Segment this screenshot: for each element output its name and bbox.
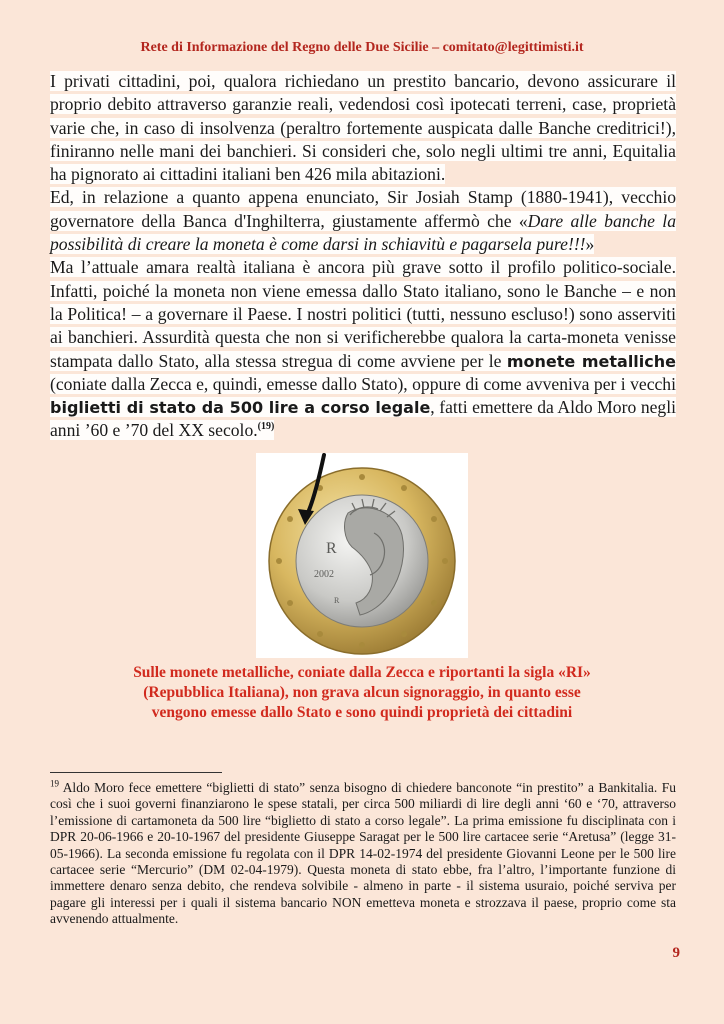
page-number: 9 bbox=[672, 945, 680, 961]
quote-intro: Ed, in relazione a quanto appena enunciato, Sir Josiah Stamp (1880-1941), vecchio governatore della Banca d'Inghilterra, giustamente affermò che « bbox=[50, 187, 676, 231]
paragraph-2-text bbox=[50, 187, 676, 254]
paragraph-1-text: I privati cittadini, poi, qualora richiedano un prestito bancario, devono assicurare il proprio debito attraverso garanzie reali, vedendosi così ipotecati terreni, case, proprietà varie che, in caso di insolvenza (peraltro fortemente auspicata dalle Banche creditrici!), finiranno nelle mani dei banchieri. Si consideri che, solo negli ultimi tre anni, Equitalia ha pignorato ai cittadini italiani ben 426 mila abitazioni. bbox=[50, 71, 676, 185]
coin-illustration bbox=[256, 453, 468, 658]
paragraph-3-text bbox=[50, 257, 676, 440]
paragraph-2 bbox=[50, 186, 676, 256]
emphasis-biglietti-di-stato: biglietti di stato da 500 lire a corso legale bbox=[50, 398, 431, 418]
coin-ri-mark: R bbox=[326, 540, 337, 557]
paragraph-3-part-c: , fatti emettere da Aldo Moro negli anni ’60 e ’70 del XX secolo. bbox=[50, 397, 676, 441]
caption-line-3: vengono emesse dallo Stato e sono quindi proprietà dei cittadini bbox=[151, 704, 573, 721]
coin-mint-mark: R bbox=[334, 596, 340, 605]
main-text bbox=[50, 70, 676, 443]
footnote-number: 19 bbox=[50, 778, 59, 789]
quote-close: » bbox=[585, 234, 595, 255]
image-caption bbox=[60, 663, 664, 723]
footnote-divider bbox=[50, 772, 222, 773]
paragraph-3-part-b: (coniate dalla Zecca e, quindi, emesse dallo Stato), oppure di come avveniva per i vecchi bbox=[50, 373, 676, 394]
caption-line-2: (Repubblica Italiana), non grava alcun signoraggio, in quanto esse bbox=[143, 684, 581, 701]
footnote bbox=[50, 780, 676, 928]
footnote-reference: (19) bbox=[257, 421, 275, 433]
emphasis-monete-metalliche: monete metalliche bbox=[506, 351, 676, 371]
paragraph-1 bbox=[50, 70, 676, 186]
euro-coin-image bbox=[256, 453, 468, 658]
footnote-text: Aldo Moro fece emettere “biglietti di stato” senza bisogno di chiedere banconote “in prestito” a Bankitalia. Fu così che i suoi governi finanziarono le spese statali, per circa 500 miliardi di lire degli anni ‘60 e ‘70, attraverso l’emissione di cartamoneta da 500 lire “biglietto di stato a corso legale”. La prima emissione fu disciplinata con i DPR 20-06-1966 e 20-10-1967 del presidente Giuseppe Saragat per le 500 lire cartacee serie “Aretusa” (legge 31-05-1966). La seconda emissione fu regolata con il DPR 14-02-1974 del presidente Giovanni Leone per le 500 lire cartacee serie “Mercurio” (DM 02-04-1979). Questa moneta di stato ebbe, fra l’altro, l’importante funzione di immettere denaro senza debito, che rendeva solvibile - almeno in parte - il sistema usuraio, poiché serviva per pagare gli interessi per i quali il sistema bancario NON emetteva moneta e strozzava il paese, proprio come sta avvenendo attualmente. bbox=[50, 780, 676, 927]
stamp-quote: Dare alle banche la possibilità di creare la moneta è come darsi in schiavitù e pagarsela pure!!! bbox=[50, 210, 676, 255]
paragraph-3-part-a: Ma l’attuale amara realtà italiana è ancora più grave sotto il profilo politico-sociale. Infatti, poiché la moneta non viene emessa dallo Stato italiano, sono le Banche – e non la Politica! – a governare il Paese. I nostri politici (tutti, nessuno escluso!) sono asserviti ai banchieri. Assurdità questa che non si verificherebbe qualora la carta-moneta venisse stampata dallo Stato, alla stessa stregua di come avviene per le bbox=[50, 257, 676, 371]
paragraph-3 bbox=[50, 256, 676, 442]
caption-line-1: Sulle monete metalliche, coniate dalla Zecca e riportanti la sigla «RI» bbox=[133, 664, 591, 681]
page-header: Rete di Informazione del Regno delle Due Sicilie – comitato@legittimisti.it bbox=[140, 40, 584, 55]
coin-year: 2002 bbox=[314, 569, 334, 580]
